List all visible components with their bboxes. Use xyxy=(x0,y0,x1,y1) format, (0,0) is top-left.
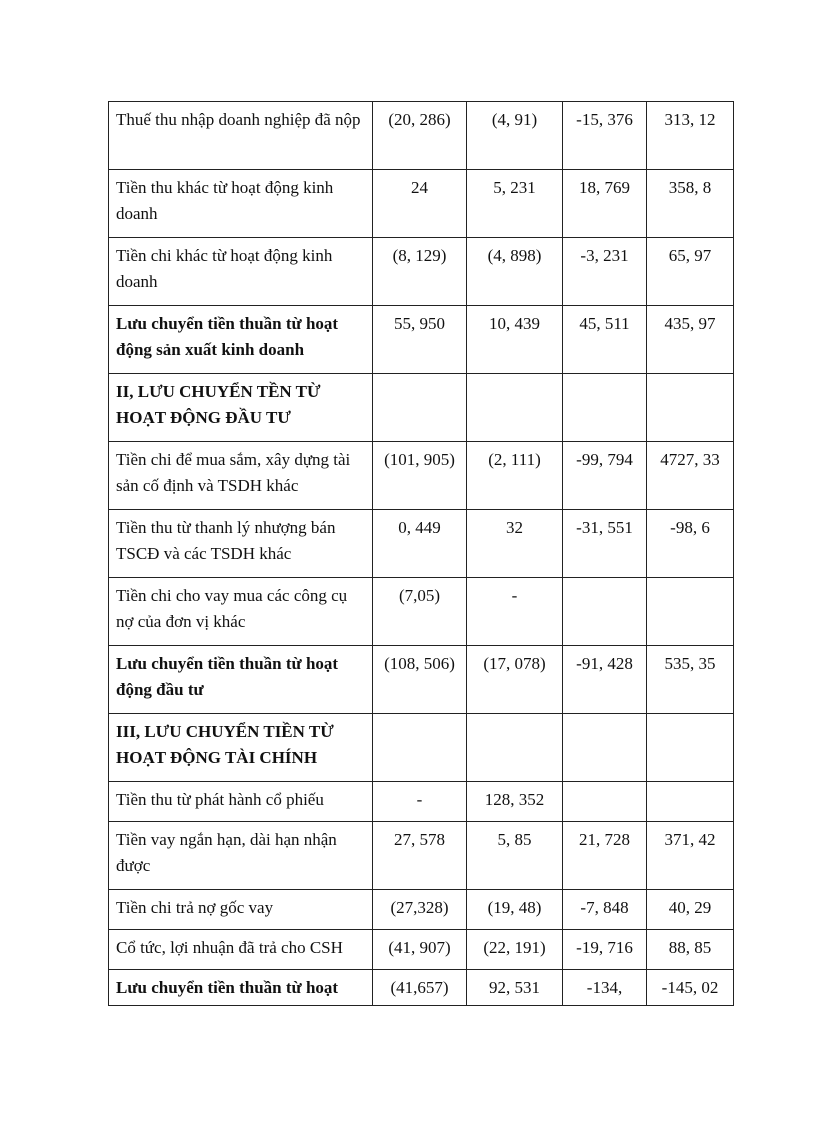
value-cell: 88, 85 xyxy=(647,930,734,970)
value-cell: -31, 551 xyxy=(563,510,647,578)
value-cell: 435, 97 xyxy=(647,306,734,374)
value-cell xyxy=(563,782,647,822)
value-cell: -99, 794 xyxy=(563,442,647,510)
row-label: Tiền chi để mua sắm, xây dựng tài sản cố định và TSDH khác xyxy=(109,442,373,510)
value-cell xyxy=(647,578,734,646)
value-cell xyxy=(647,714,734,782)
value-cell: (41, 907) xyxy=(373,930,467,970)
value-cell: (19, 48) xyxy=(467,890,563,930)
value-cell: 535, 35 xyxy=(647,646,734,714)
cash-flow-table-body xyxy=(109,102,734,1006)
value-cell: 18, 769 xyxy=(563,170,647,238)
value-cell: (7,05) xyxy=(373,578,467,646)
value-cell: - xyxy=(467,578,563,646)
value-cell: 65, 97 xyxy=(647,238,734,306)
value-cell: -134, xyxy=(563,970,647,1006)
row-label: Cổ tức, lợi nhuận đã trả cho CSH xyxy=(109,930,373,970)
value-cell: -91, 428 xyxy=(563,646,647,714)
table-row xyxy=(109,782,734,822)
value-cell xyxy=(373,374,467,442)
row-label: Thuế thu nhập doanh nghiệp đã nộp xyxy=(109,102,373,170)
value-cell xyxy=(647,782,734,822)
value-cell: 92, 531 xyxy=(467,970,563,1006)
row-label: Tiền thu khác từ hoạt động kinh doanh xyxy=(109,170,373,238)
value-cell: 24 xyxy=(373,170,467,238)
row-label: Tiền vay ngắn hạn, dài hạn nhận được xyxy=(109,822,373,890)
row-label: Tiền chi cho vay mua các công cụ nợ của đơn vị khác xyxy=(109,578,373,646)
row-label: Tiền thu từ thanh lý nhượng bán TSCĐ và các TSDH khác xyxy=(109,510,373,578)
value-cell: 10, 439 xyxy=(467,306,563,374)
row-label: Tiền chi trả nợ gốc vay xyxy=(109,890,373,930)
value-cell: (101, 905) xyxy=(373,442,467,510)
value-cell xyxy=(647,374,734,442)
value-cell: 358, 8 xyxy=(647,170,734,238)
value-cell: (17, 078) xyxy=(467,646,563,714)
value-cell: 27, 578 xyxy=(373,822,467,890)
value-cell: 128, 352 xyxy=(467,782,563,822)
value-cell: 40, 29 xyxy=(647,890,734,930)
value-cell: 313, 12 xyxy=(647,102,734,170)
value-cell xyxy=(563,374,647,442)
row-label: Lưu chuyển tiền thuần từ hoạt động đầu tư xyxy=(109,646,373,714)
table-row xyxy=(109,510,734,578)
table-row xyxy=(109,714,734,782)
value-cell: -7, 848 xyxy=(563,890,647,930)
value-cell xyxy=(563,714,647,782)
value-cell: (41,657) xyxy=(373,970,467,1006)
value-cell: -98, 6 xyxy=(647,510,734,578)
row-label: Lưu chuyển tiền thuần từ hoạt động sản xuất kinh doanh xyxy=(109,306,373,374)
value-cell: -19, 716 xyxy=(563,930,647,970)
value-cell: (20, 286) xyxy=(373,102,467,170)
value-cell: 4727, 33 xyxy=(647,442,734,510)
value-cell: 45, 511 xyxy=(563,306,647,374)
value-cell: -3, 231 xyxy=(563,238,647,306)
table-row xyxy=(109,374,734,442)
row-label: Tiền thu từ phát hành cổ phiếu xyxy=(109,782,373,822)
value-cell: (8, 129) xyxy=(373,238,467,306)
table-row xyxy=(109,170,734,238)
table-row xyxy=(109,646,734,714)
value-cell xyxy=(563,578,647,646)
value-cell: 0, 449 xyxy=(373,510,467,578)
value-cell: (2, 111) xyxy=(467,442,563,510)
value-cell: 32 xyxy=(467,510,563,578)
value-cell xyxy=(467,714,563,782)
table-row xyxy=(109,238,734,306)
row-label: Lưu chuyển tiền thuần từ hoạt xyxy=(109,970,373,1006)
cash-flow-table xyxy=(108,101,734,1006)
value-cell: 5, 85 xyxy=(467,822,563,890)
table-row xyxy=(109,930,734,970)
value-cell: (4, 898) xyxy=(467,238,563,306)
value-cell: 5, 231 xyxy=(467,170,563,238)
value-cell: - xyxy=(373,782,467,822)
row-label: II, LƯU CHUYỂN TỀN TỪ HOẠT ĐỘNG ĐẦU TƯ xyxy=(109,374,373,442)
value-cell: (108, 506) xyxy=(373,646,467,714)
value-cell: -15, 376 xyxy=(563,102,647,170)
table-row xyxy=(109,822,734,890)
value-cell: 21, 728 xyxy=(563,822,647,890)
value-cell xyxy=(373,714,467,782)
table-row xyxy=(109,890,734,930)
value-cell: 55, 950 xyxy=(373,306,467,374)
table-row xyxy=(109,970,734,1006)
value-cell: -145, 02 xyxy=(647,970,734,1006)
table-row xyxy=(109,578,734,646)
value-cell: 371, 42 xyxy=(647,822,734,890)
value-cell: (4, 91) xyxy=(467,102,563,170)
value-cell: (27,328) xyxy=(373,890,467,930)
value-cell: (22, 191) xyxy=(467,930,563,970)
table-row xyxy=(109,442,734,510)
row-label: Tiền chi khác từ hoạt động kinh doanh xyxy=(109,238,373,306)
row-label: III, LƯU CHUYỂN TIỀN TỪ HOẠT ĐỘNG TÀI CHÍNH xyxy=(109,714,373,782)
table-row xyxy=(109,102,734,170)
value-cell xyxy=(467,374,563,442)
table-row xyxy=(109,306,734,374)
